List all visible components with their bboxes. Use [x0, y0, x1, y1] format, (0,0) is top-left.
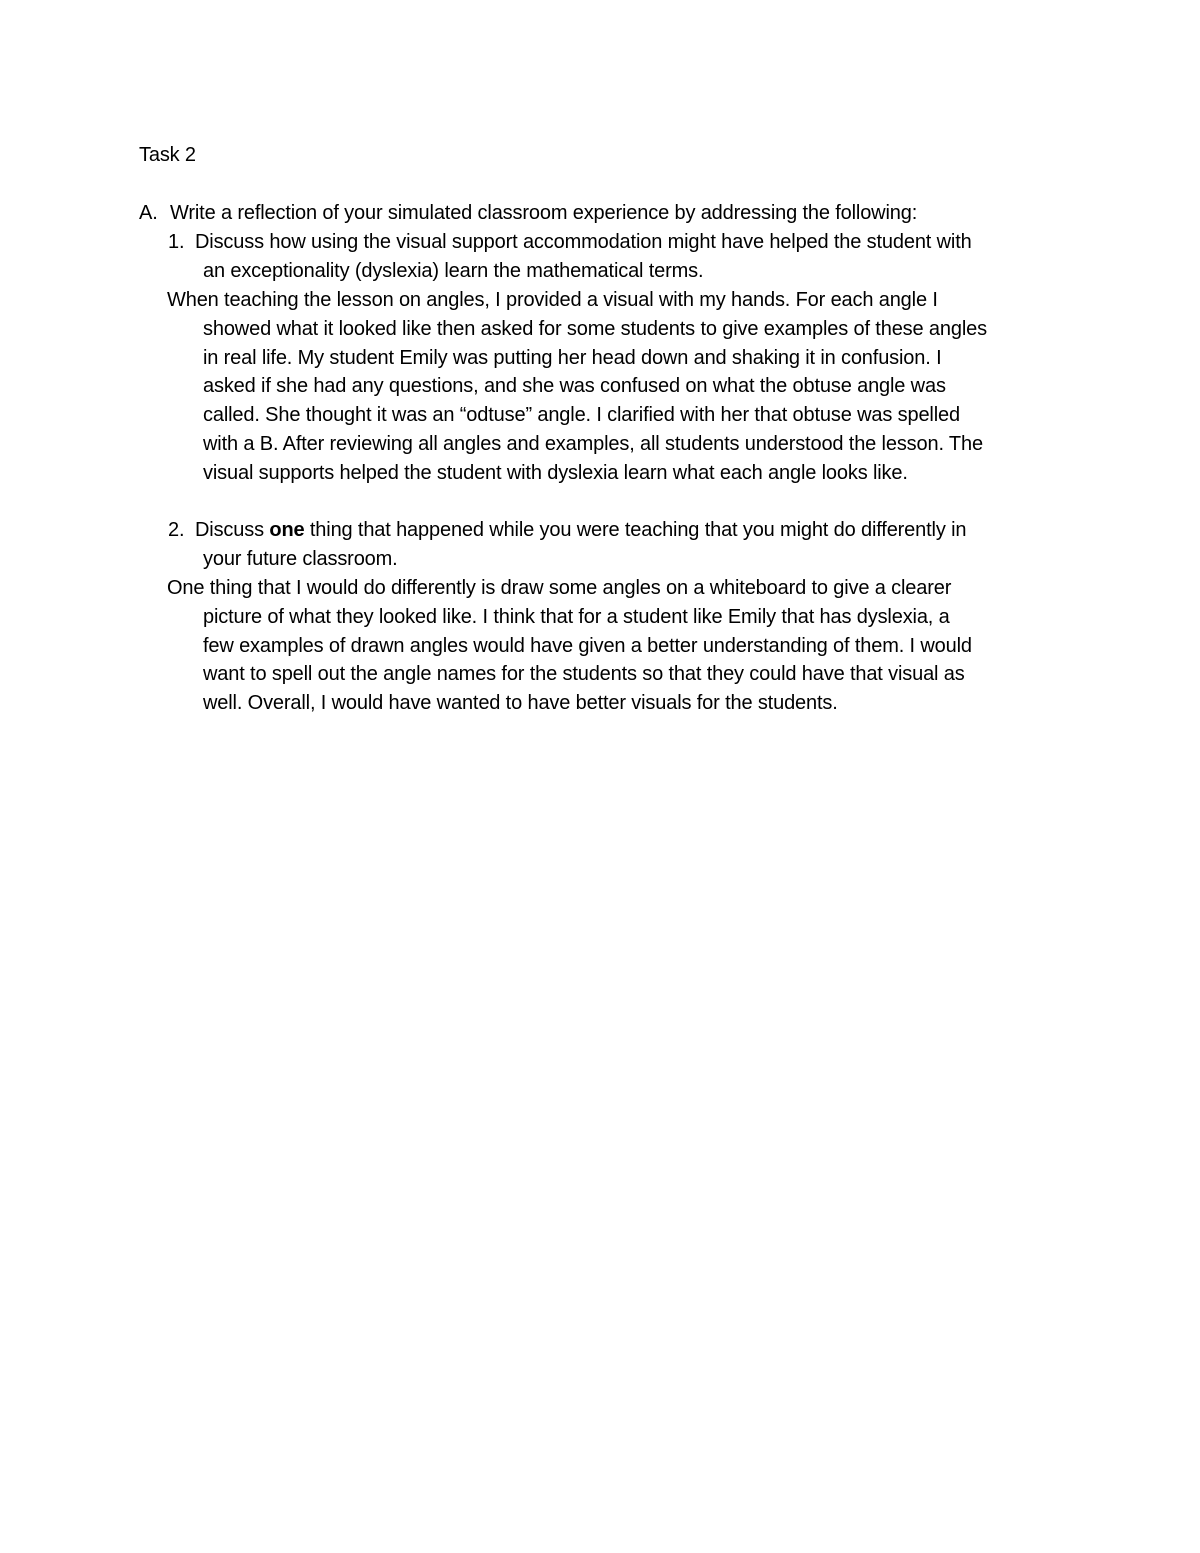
answer-2-line: few examples of drawn angles would have given a better understanding of them. I would	[203, 634, 972, 657]
answer-1-line: visual supports helped the student with dyslexia learn what each angle looks like.	[203, 461, 908, 484]
question-1-line: Discuss how using the visual support accommodation might have helped the student with	[195, 231, 972, 253]
question-2-line	[195, 516, 966, 545]
question-2-pre: Discuss	[195, 519, 270, 541]
question-1-line: an exceptionality (dyslexia) learn the mathematical terms.	[203, 259, 704, 282]
answer-1-line: in real life. My student Emily was putting her head down and shaking it in confusion. I	[203, 346, 942, 369]
question-1-text	[195, 228, 972, 286]
answer-2-line: well. Overall, I would have wanted to have better visuals for the students.	[203, 692, 838, 715]
answer-2-line: One thing that I would do differently is draw some angles on a whiteboard to give a clearer	[167, 577, 952, 599]
question-2-text	[195, 516, 966, 574]
question-2-line: your future classroom.	[203, 547, 398, 570]
question-1-marker: 1.	[168, 231, 185, 253]
answer-1-paragraph	[167, 286, 1067, 488]
answer-1-line: showed what it looked like then asked for some students to give examples of these angles	[203, 317, 987, 340]
question-2-marker: 2.	[168, 519, 185, 541]
section-a-text: Write a reflection of your simulated classroom experience by addressing the following:	[170, 202, 918, 224]
answer-2-paragraph	[167, 574, 1067, 718]
question-2-post: thing that happened while you were teaching that you might do differently in	[304, 519, 967, 541]
section-a-marker: A.	[139, 202, 158, 224]
answer-1-line: called. She thought it was an “odtuse” angle. I clarified with her that obtuse was spelled	[203, 404, 960, 427]
answer-2-line: picture of what they looked like. I think that for a student like Emily that has dyslexia, a	[203, 605, 950, 628]
answer-1-line: with a B. After reviewing all angles and examples, all students understood the lesson. The	[203, 432, 983, 455]
question-2-emphasis: one	[269, 519, 305, 541]
answer-2-line: want to spell out the angle names for the students so that they could have that visual as	[203, 663, 965, 686]
document-title: Task 2	[139, 144, 196, 166]
answer-1-line: asked if she had any questions, and she was confused on what the obtuse angle was	[203, 375, 946, 398]
answer-1-line: When teaching the lesson on angles, I provided a visual with my hands. For each angle I	[167, 289, 938, 311]
